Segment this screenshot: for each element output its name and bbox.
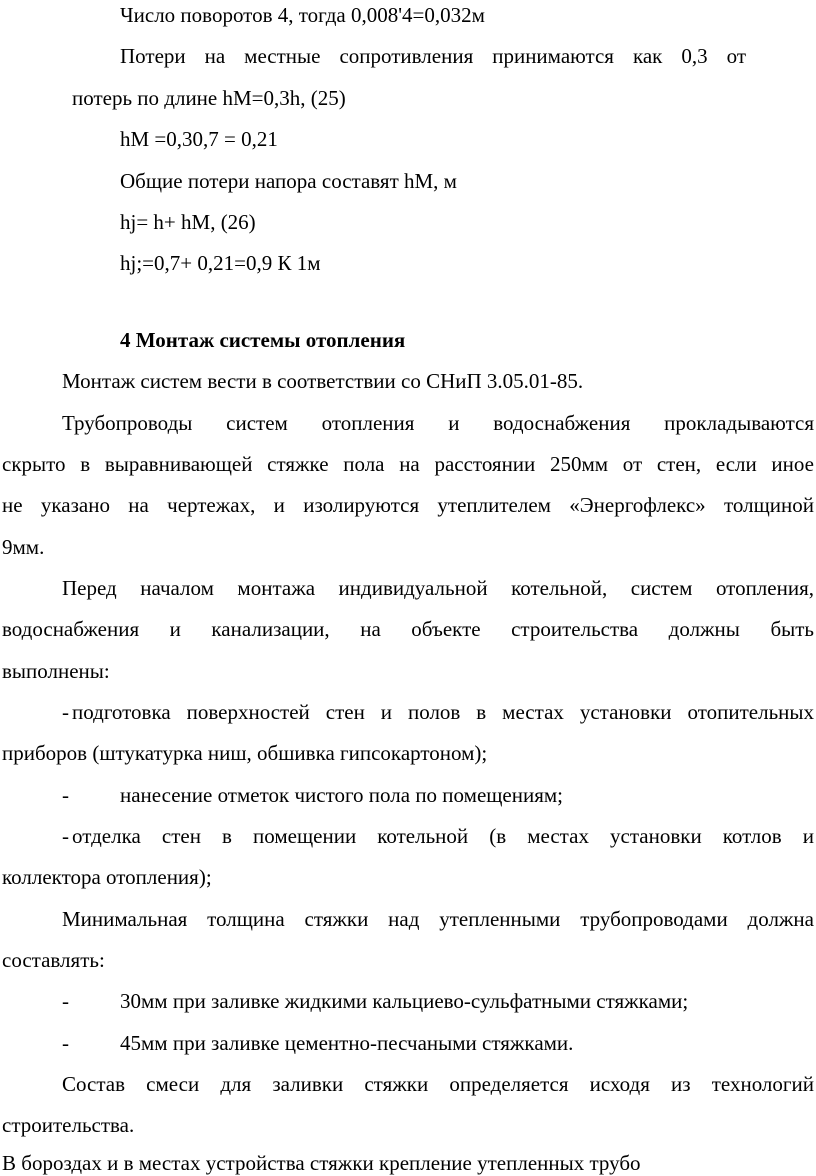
list-item-line: 45мм при заливке цементно-песчаными стяжками. bbox=[120, 1031, 574, 1055]
paragraph-line: водоснабжения и канализации, на объекте строительства должны быть bbox=[2, 617, 814, 641]
paragraph-line: скрыто в выравнивающей стяжке пола на расстоянии 250мм от стен, если иное bbox=[2, 452, 814, 476]
list-item-line: отделка стен в помещении котельной (в местах установки котлов и bbox=[72, 824, 814, 848]
list-item-line: нанесение отметок чистого пола по помещениям; bbox=[120, 783, 564, 807]
paragraph-line: не указано на чертежах, и изолируются утеплителем «Энергофлекс» толщиной bbox=[2, 493, 814, 517]
paragraph-line: В бороздах и в местах устройства стяжки крепление утепленных трубо bbox=[2, 1151, 641, 1175]
bullet-dash: - bbox=[62, 783, 69, 807]
section-heading: 4 Монтаж системы отопления bbox=[120, 328, 406, 352]
bullet-dash: - bbox=[62, 989, 69, 1013]
list-item-line: подготовка поверхностей стен и полов в местах установки отопительных bbox=[72, 700, 814, 724]
bullet-dash: - bbox=[62, 1031, 69, 1055]
paragraph-line: Монтаж систем вести в соответствии со СНиП 3.05.01-85. bbox=[62, 369, 584, 393]
list-item-line: 30мм при заливке жидкими кальциево-сульфатными стяжками; bbox=[120, 989, 689, 1013]
paragraph-line: 9мм. bbox=[2, 535, 45, 559]
bullet-dash: - bbox=[62, 700, 69, 724]
paragraph-line: составлять: bbox=[2, 948, 105, 972]
text-line: Потери на местные сопротивления принимаются как 0,3 от bbox=[120, 44, 746, 68]
paragraph-line: Перед началом монтажа индивидуальной котельной, систем отопления, bbox=[62, 576, 814, 600]
text-line: потерь по длине hМ=0,3h, (25) bbox=[72, 86, 346, 110]
paragraph-line: выполнены: bbox=[2, 659, 110, 683]
formula-line: hj= h+ hМ, (26) bbox=[120, 210, 256, 234]
text-line: Число поворотов 4, тогда 0,008'4=0,032м bbox=[120, 3, 485, 27]
paragraph-line: строительства. bbox=[2, 1113, 135, 1137]
paragraph-line: Состав смеси для заливки стяжки определяется исходя из технологий bbox=[62, 1072, 814, 1096]
bullet-dash: - bbox=[62, 824, 69, 848]
list-item-line: приборов (штукатурка ниш, обшивка гипсокартоном); bbox=[2, 741, 488, 765]
paragraph-line: Минимальная толщина стяжки над утепленными трубопроводами должна bbox=[62, 907, 814, 931]
paragraph-line: Трубопроводы систем отопления и водоснабжения прокладываются bbox=[62, 411, 814, 435]
list-item-line: коллектора отопления); bbox=[2, 865, 212, 889]
formula-line: hМ =0,30,7 = 0,21 bbox=[120, 127, 278, 151]
text-line: Общие потери напора составят hМ, м bbox=[120, 169, 457, 193]
formula-line: hj;=0,7+ 0,21=0,9 К 1м bbox=[120, 251, 321, 275]
